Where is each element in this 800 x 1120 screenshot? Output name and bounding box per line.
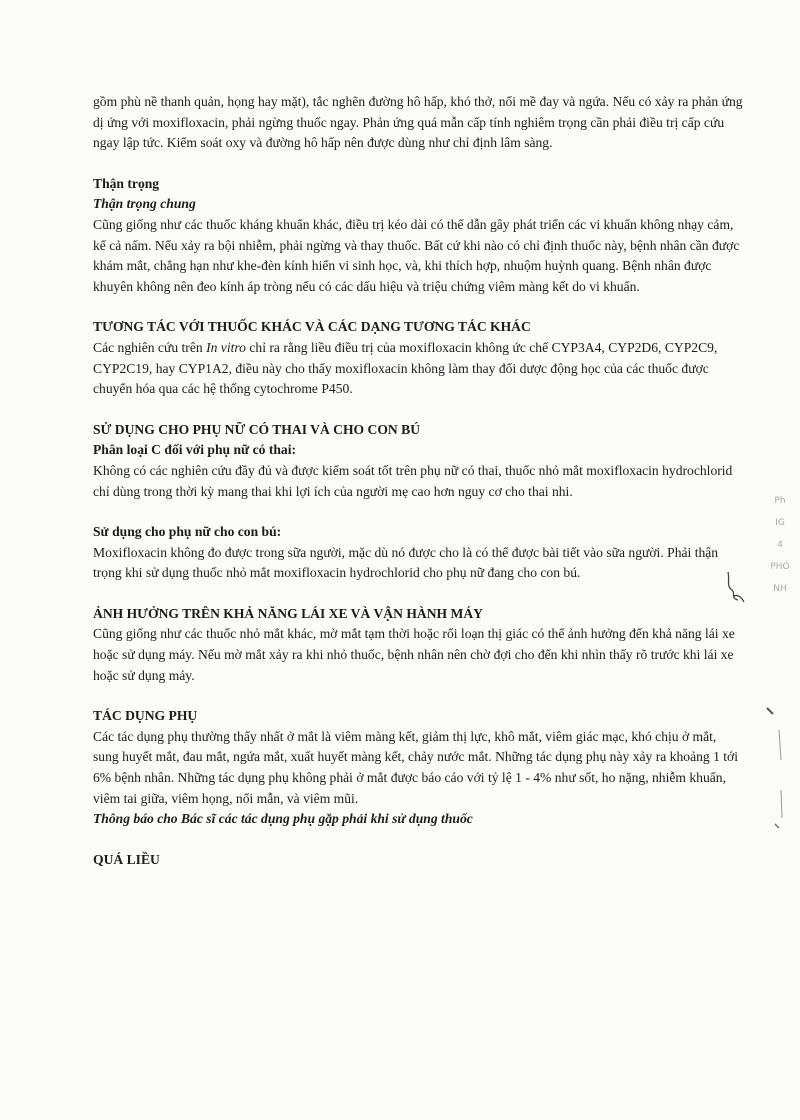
- side-effects-paragraph: Các tác dụng phụ thường thấy nhất ở mắt là viêm màng kết, giảm thị lực, khô mắt, viêm giác mạc, khó chịu ở mắt, sung huyết mắt, đau mắt, ngứa mắt, xuất huyết màng kết, chảy nước mắt. Những tác dụng phụ này xảy ra khoảng 1 tới 6% bệnh nhân. Những tác dụng phụ không phải ở mắt được báo cáo với tỷ lệ 1 - 4% như sốt, ho nặng, nhiễm khuẩn, viêm tai giữa, viêm họng, nổi mẫn, và viêm mũi.: [93, 728, 739, 806]
- interactions-text-before: Các nghiên cứu trên: [93, 339, 207, 355]
- interactions-heading: TƯƠNG TÁC VỚI THUỐC KHÁC VÀ CÁC DẠNG TƯƠNG TÁC KHÁC: [93, 319, 531, 335]
- stamp-line: NH: [773, 584, 787, 594]
- margin-stamp: [760, 490, 800, 650]
- intro-paragraph: gồm phù nề thanh quản, họng hay mặt), tắc nghẽn đường hô hấp, khó thở, nổi mề đay và ngứa. Nếu có xảy ra phản ứng dị ứng với moxifloxacin, phải ngừng thuốc ngay. Phản ứng quá mẫn cấp tính nghiêm trọng cần phải điều trị cấp cứu ngay lập tức. Kiểm soát oxy và đường hô hấp nên được dùng như chỉ định lâm sàng.: [93, 94, 743, 151]
- driving-heading: ẢNH HƯỞNG TRÊN KHẢ NĂNG LÁI XE VÀ VẬN HÀNH MÁY: [93, 605, 483, 621]
- margin-scan-marks-icon: [765, 700, 795, 840]
- interactions-text-italic: In vitro: [206, 339, 246, 355]
- precautions-heading: Thận trọng: [93, 175, 160, 191]
- precautions-paragraph: Cũng giống như các thuốc kháng khuẩn khác, điều trị kéo dài có thể dẫn gây phát triển các vi khuẩn không nhạy cảm, kể cả nấm. Nếu xảy ra bội nhiễm, phải ngừng và thay thuốc. Bất cứ khi nào có chỉ định thuốc này, bệnh nhân cần được khám mắt, chẳng hạn như khe-đèn kính hiển vi sinh học, và, khi thích hợp, nhuộm huỳnh quang. Bệnh nhân được khuyên không nên đeo kính áp tròng nếu có các dấu hiệu và triệu chứng viêm màng kết do vi khuẩn.: [93, 216, 740, 294]
- stamp-line: Ph: [774, 496, 786, 506]
- breastfeeding-paragraph: Moxifloxacin không đo được trong sữa người, mặc dù nó được cho là có thể được bài tiết vào sữa người. Phải thận trọng khi sử dụng thuốc nhỏ mắt moxifloxacin hydrochlorid cho phụ nữ đang cho con bú.: [93, 544, 719, 581]
- stamp-line: PHÓ: [770, 562, 790, 572]
- pregnancy-heading: SỬ DỤNG CHO PHỤ NỮ CÓ THAI VÀ CHO CON BÚ: [93, 421, 421, 437]
- interactions-paragraph: [93, 338, 743, 400]
- stamp-line: IG: [775, 518, 785, 528]
- side-effects-notice: Thông báo cho Bác sĩ các tác dụng phụ gặp phải khi sử dụng thuốc: [93, 811, 473, 827]
- interactions-text-after: chỉ ra rằng liều điều trị của moxifloxacin không ức chế CYP3A4, CYP2D6, CYP2C9, CYP2C19, hay CYP1A2, điều này cho thấy moxifloxacin không làm thay đổi dược động học của các thuốc được chuyển hóa qua các hệ thống cytochrome P450.: [93, 339, 718, 397]
- document-page: [93, 92, 743, 870]
- side-effects-heading: TÁC DỤNG PHỤ: [93, 708, 198, 724]
- driving-paragraph: Cũng giống như các thuốc nhỏ mắt khác, mờ mắt tạm thời hoặc rối loạn thị giác có thể ảnh hưởng đến khả năng lái xe hoặc sử dụng máy. Nếu mờ mắt xảy ra khi nhỏ thuốc, bệnh nhân nên chờ đợi cho đến khi nhìn thấy rõ trước khi lái xe hoặc sử dụng máy.: [93, 626, 735, 683]
- overdose-heading: QUÁ LIỀU: [93, 851, 160, 867]
- handwritten-signature-icon: [720, 568, 750, 608]
- pregnancy-category-subheading: Phân loại C đối với phụ nữ có thai:: [93, 442, 297, 458]
- pregnancy-paragraph: Không có các nghiên cứu đầy đủ và được kiểm soát tốt trên phụ nữ có thai, thuốc nhỏ mắt moxifloxacin hydrochlorid chỉ dùng trong thời kỳ mang thai khi lợi ích của người mẹ cao hơn nguy cơ cho thai nhi.: [93, 462, 733, 499]
- breastfeeding-subheading: Sử dụng cho phụ nữ cho con bú:: [93, 524, 282, 540]
- precautions-subheading: Thận trọng chung: [93, 196, 196, 212]
- stamp-line: 4: [777, 540, 783, 550]
